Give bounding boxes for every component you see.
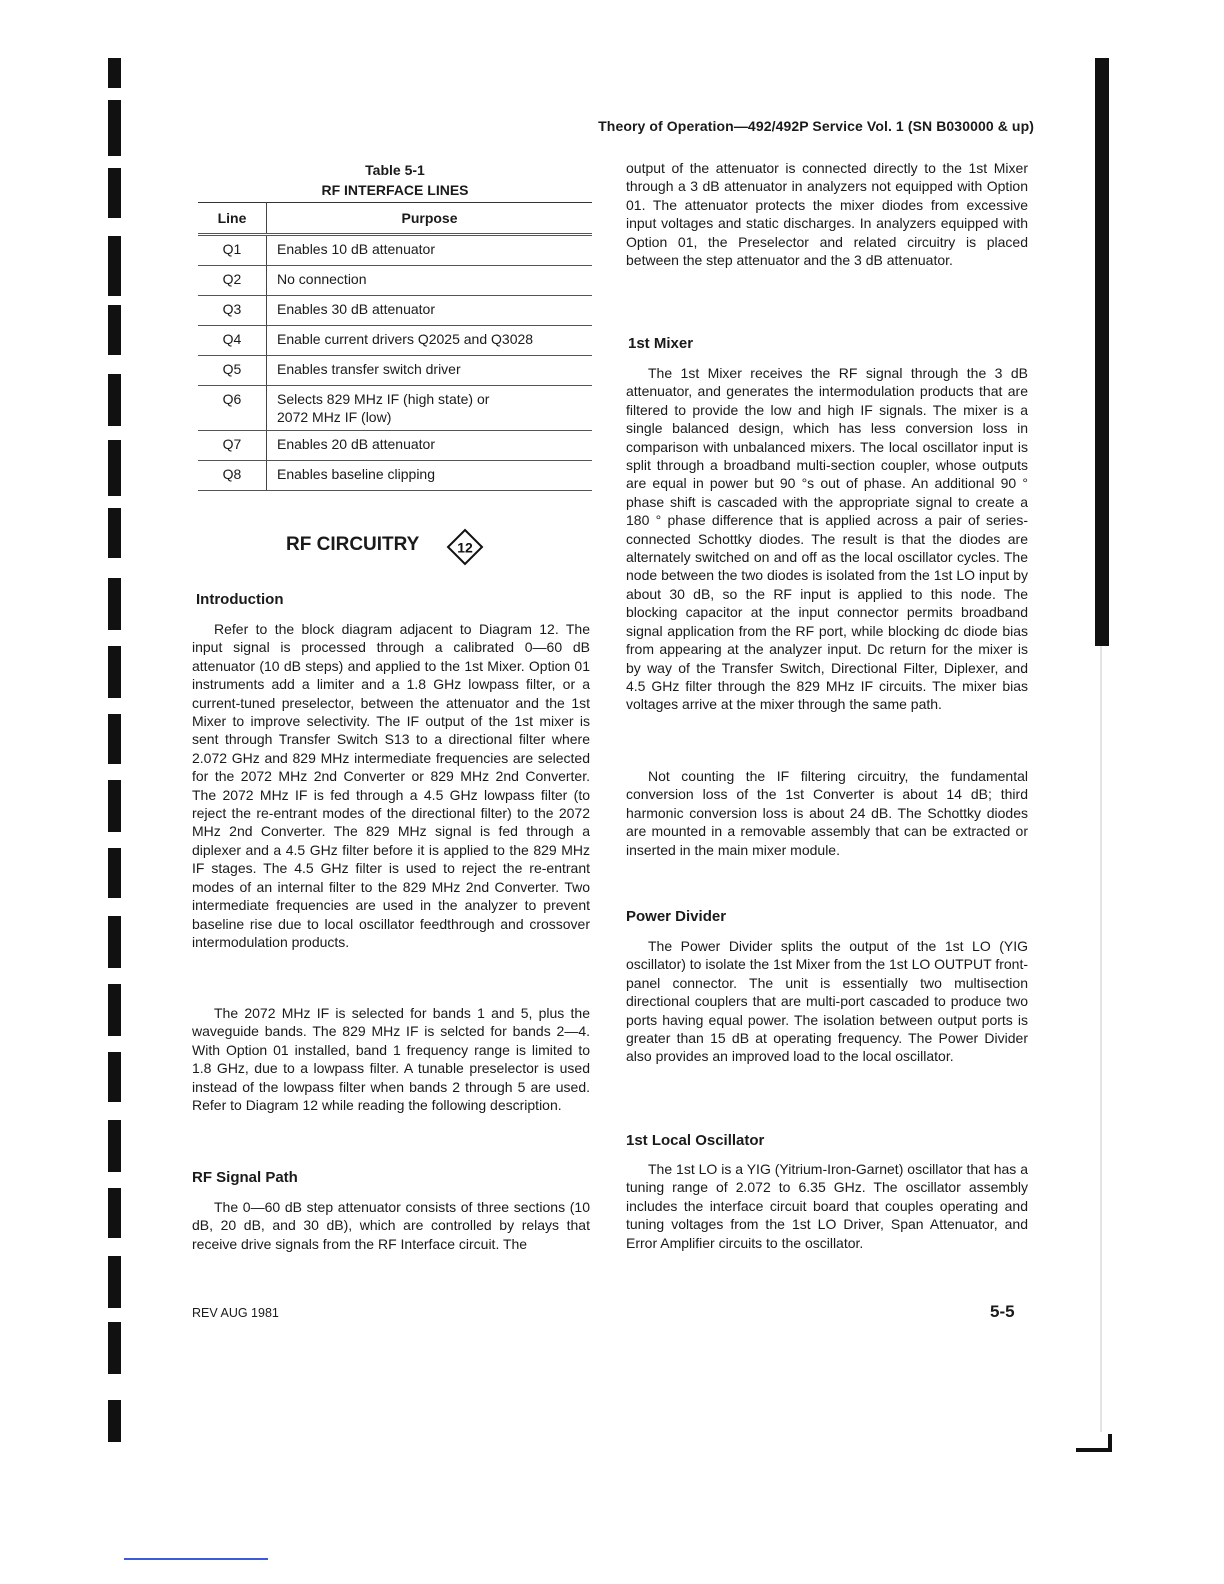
corner-crop-mark [1074, 1432, 1114, 1454]
rf-signal-path-heading: RF Signal Path [192, 1169, 298, 1186]
line-cell: Q1 [198, 235, 267, 266]
purpose-cell: Enable current drivers Q2025 and Q3028 [267, 326, 593, 356]
binding-hole-mark [108, 916, 121, 968]
binding-hole-mark [108, 780, 121, 832]
line-cell: Q4 [198, 326, 267, 356]
table-row [198, 266, 592, 296]
column-header-line: Line [198, 203, 267, 235]
power-divider-heading: Power Divider [626, 908, 727, 925]
binding-hole-mark [108, 1052, 121, 1102]
purpose-line-1: Selects 829 MHz IF (high state) or [277, 391, 490, 407]
binding-hole-mark [108, 440, 121, 496]
binding-hole-mark [108, 848, 121, 898]
table-row [198, 326, 592, 356]
purpose-cell: Enables 10 dB attenuator [267, 235, 593, 266]
binding-hole-mark [108, 646, 121, 698]
binding-hole-mark [108, 714, 121, 764]
binding-hole-mark [108, 1188, 121, 1238]
revision-date: REV AUG 1981 [192, 1306, 279, 1320]
line-cell: Q2 [198, 266, 267, 296]
attenuator-continued-paragraph: output of the attenuator is connected directly to the 1st Mixer through a 3 dB attenuator in analyzers not equipped with Option 01. The attenuator protects the mixer diodes from excessive input voltages and static discharges. In analyzers equipped with Option 01, the Preselector and related circuitry is placed between the step attenuator and the 3 dB attenuator. [626, 160, 1028, 269]
first-lo-paragraph: The 1st LO is a YIG (Yitrium-Iron-Garnet) oscillator that has a tuning range of 2.072 to 6.35 GHz. The oscillator assembly includes the interface circuit board that couples operating and tuning voltages from the 1st LO Driver, Span Attenuator, and Error Amplifier circuits to the oscillator. [626, 1161, 1028, 1251]
line-cell: Q7 [198, 431, 267, 461]
binding-hole-mark [108, 1400, 121, 1442]
line-cell: Q5 [198, 356, 267, 386]
binding-hole-mark [108, 236, 121, 296]
column-header-purpose: Purpose [267, 203, 593, 235]
section-title: RF CIRCUITRY [286, 534, 420, 555]
binding-hole-mark [108, 100, 121, 156]
purpose-cell: Enables transfer switch driver [267, 356, 593, 386]
margin-line [1100, 646, 1102, 1432]
diagram-number-diamond-icon [446, 528, 484, 566]
table-row [198, 461, 592, 491]
margin-bar [1095, 58, 1109, 646]
purpose-cell: No connection [267, 266, 593, 296]
first-mixer-paragraph: The 1st Mixer receives the RF signal through the 3 dB attenuator, and generates the intermodulation products that are filtered to provide the low and high IF signals. The mixer is a single balanced design, which has less conversion loss in comparison with unbalanced mixers. The local oscillator input is split through a broadband multi-section coupler, whose outputs are equal in power but 90 °s out of phase. An additional 90 ° phase shift is cascaded with the appropriate signal to create a 180 ° phase difference that is applied across a pair of series-connected Schottky diodes. The result is that the diodes are alternately switched on and off as the local oscillator cycles. The node between the two diodes is isolated from the 1st LO input by about 30 dB, so the RF input is applied to this node. The blocking capacitor at the input connector permits broadband signal application from the RF port, while blocking dc diode bias from appearing at the analyzer input. Dc return for the mixer is by way of the Transfer Switch, Directional Filter, Diplexer, and 4.5 GHz filter through the 829 MHz IF circuits. The mixer bias voltages arrive at the mixer through the same path. [626, 365, 1028, 713]
introduction-heading: Introduction [196, 591, 284, 608]
rf-signal-path-paragraph: The 0—60 dB step attenuator consists of three sections (10 dB, 20 dB, and 30 dB), which are controlled by relays that receive drive signals from the RF Interface circuit. The [192, 1199, 590, 1252]
line-cell: Q6 [198, 386, 267, 431]
power-divider-paragraph: The Power Divider splits the output of the 1st LO (YIG oscillator) to isolate the 1st Mixer from the 1st LO OUTPUT front-panel connector. The unit is essentially two multisection directional couplers that are multi-port cascaded to produce two ports having equal power. The isolation between output ports is greater than 15 dB at operating frequency. The Power Divider also provides an improved load to the local oscillator. [626, 938, 1028, 1065]
purpose-cell: Enables 20 dB attenuator [267, 431, 593, 461]
binding-hole-mark [108, 1256, 121, 1308]
binding-hole-mark [108, 374, 121, 426]
table-row [198, 296, 592, 326]
first-mixer-heading: 1st Mixer [628, 335, 694, 352]
rf-interface-lines-table [198, 202, 592, 491]
table-row [198, 235, 592, 266]
line-cell: Q8 [198, 461, 267, 491]
binding-hole-mark [108, 168, 121, 218]
purpose-cell [267, 386, 593, 431]
introduction-paragraph: Refer to the block diagram adjacent to Diagram 12. The input signal is processed through a calibrated 0—60 dB attenuator (10 dB steps) and applied to the 1st Mixer. Option 01 instruments add a limiter and a 1.8 GHz lowpass filter, or a current-tuned preselector, between the attenuator and the 1st Mixer to improve selectivity. The IF output of the 1st mixer is sent through Transfer Switch S13 to a directional filter where 2.072 GHz and 829 MHz intermediate frequencies are selected for the 2072 MHz 2nd Converter or 829 MHz 2nd Converter. The 2072 MHz IF is fed through a 4.5 GHz lowpass filter (to reject the re-entrant modes of the directional filter) to the 2072 MHz 2nd Converter. The 829 MHz signal is fed through a diplexer and a 4.5 GHz filter before it is applied to the 829 MHz IF stages. The 4.5 GHz filter is used to reject the re-entrant modes of an internal filter to the 829 MHz 2nd Converter. Two intermediate frequencies are used in the analyzer to prevent baseline rise due to local oscillator feedthrough and crossover intermodulation products. [192, 621, 590, 950]
binding-hole-mark [108, 58, 121, 88]
binding-hole-mark [108, 305, 121, 355]
scan-artifact-line [124, 1558, 268, 1560]
binding-hole-mark [108, 1120, 121, 1172]
purpose-line-2: 2072 MHz IF (low) [277, 409, 392, 425]
page-number: 5-5 [990, 1302, 1015, 1321]
binding-hole-mark [108, 1322, 121, 1374]
binding-hole-mark [108, 578, 121, 630]
diagram-number: 12 [457, 539, 473, 556]
binding-hole-mark [108, 984, 121, 1036]
binding-hole-mark [108, 508, 121, 558]
table-row [198, 356, 592, 386]
table-row [198, 431, 592, 461]
table-row [198, 386, 592, 431]
table-header-row [198, 203, 592, 235]
table-number: Table 5-1 [365, 162, 425, 178]
first-lo-heading: 1st Local Oscillator [626, 1132, 765, 1149]
table-caption [198, 160, 592, 200]
running-header: Theory of Operation—492/492P Service Vol. 1 (SN B030000 & up) [598, 118, 1034, 134]
purpose-cell: Enables 30 dB attenuator [267, 296, 593, 326]
purpose-cell: Enables baseline clipping [267, 461, 593, 491]
first-mixer-paragraph: Not counting the IF filtering circuitry, the fundamental conversion loss of the 1st Converter is about 14 dB; third harmonic conversion loss is about 24 dB. The Schottky diodes are mounted in a removable assembly that can be extracted or inserted in the main mixer module. [626, 768, 1028, 858]
line-cell: Q3 [198, 296, 267, 326]
table-title: RF INTERFACE LINES [321, 182, 469, 198]
introduction-paragraph: The 2072 MHz IF is selected for bands 1 and 5, plus the waveguide bands. The 829 MHz IF is selcted for bands 2—4. With Option 01 installed, band 1 frequency range is limited to 1.8 GHz, due to a lowpass filter. A tunable preselector is used instead of the lowpass filter when bands 2 through 5 are used. Refer to Diagram 12 while reading the following description. [192, 1005, 590, 1114]
